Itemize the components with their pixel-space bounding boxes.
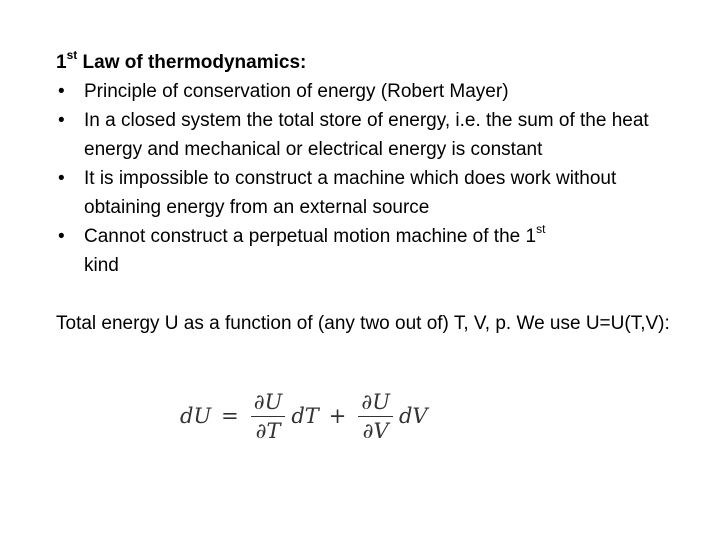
plus-sign: + <box>328 404 347 428</box>
bullet-dot: • <box>58 226 65 247</box>
bullet-dot: • <box>58 168 65 189</box>
slide-heading <box>56 48 676 77</box>
heading-text: Law of thermodynamics: <box>77 52 307 73</box>
differential-equation <box>178 386 430 446</box>
slide-content <box>56 48 676 338</box>
equals-sign: = <box>221 404 239 428</box>
fraction-denominator: ∂T <box>255 418 281 443</box>
bullet-text: It is impossible to construct a machine which does work without obtaining energy from an external source <box>84 168 617 218</box>
heading-superscript: st <box>66 47 78 62</box>
bullet-text: In a closed system the total store of energy, i.e. the sum of the heat energy and mechanical or electrical energy is constant <box>84 110 649 160</box>
equation-lhs: dU <box>180 404 212 428</box>
bullet-list <box>56 77 676 280</box>
partial-fraction-v <box>358 390 393 443</box>
bullet-superscript: st <box>536 221 546 236</box>
fraction-numerator: ∂U <box>358 390 393 417</box>
bullet-text-tail: kind <box>84 255 119 276</box>
bullet-item <box>56 222 676 280</box>
partial-fraction-t <box>251 390 286 443</box>
bullet-item <box>56 106 676 164</box>
bullet-dot: • <box>58 110 65 131</box>
body-paragraph: Total energy U as a function of (any two out of) T, V, p. We use U=U(T,V): <box>56 313 670 334</box>
fraction-denominator: ∂V <box>362 418 389 443</box>
differential-dv: dV <box>398 404 428 428</box>
bullet-item <box>56 164 676 222</box>
bullet-dot: • <box>58 81 65 102</box>
bullet-text: Cannot construct a perpetual motion machine of the 1 <box>84 226 537 247</box>
fraction-numerator: ∂U <box>251 390 286 417</box>
bullet-text: Principle of conservation of energy (Robert Mayer) <box>84 81 509 102</box>
bullet-item <box>56 77 676 106</box>
heading-number: 1 <box>56 52 67 73</box>
differential-dt: dT <box>291 404 319 428</box>
